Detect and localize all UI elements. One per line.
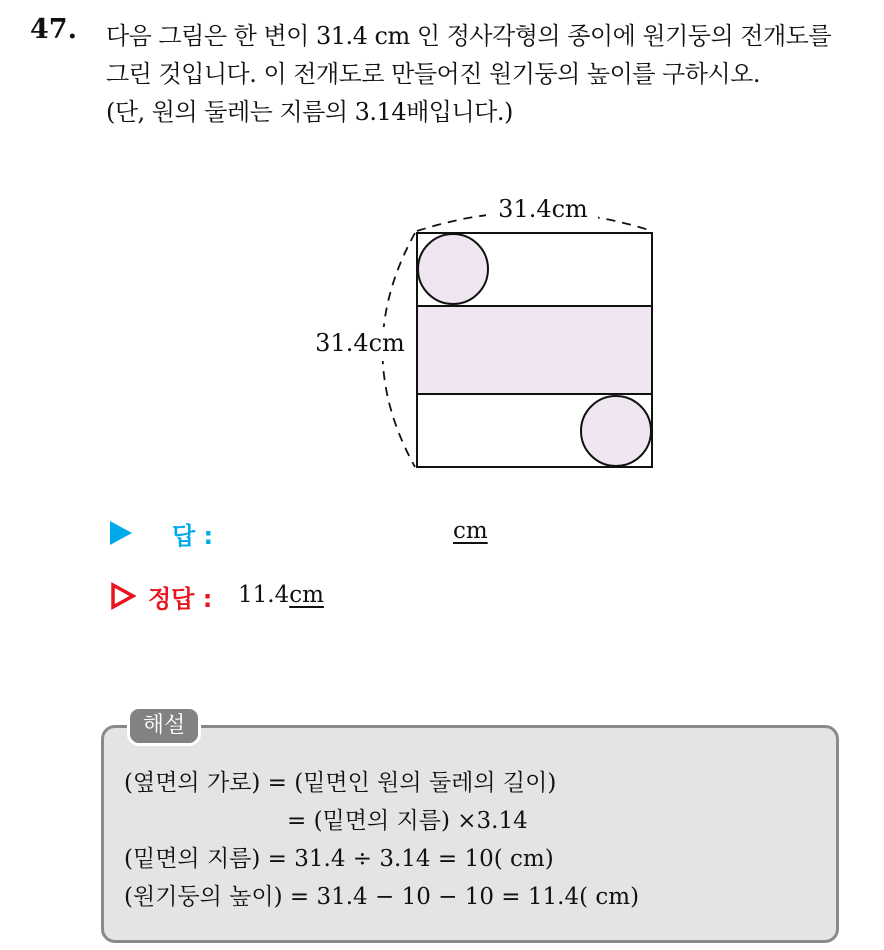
correct-answer-unit: cm [289, 582, 324, 608]
correct-answer-row [110, 578, 610, 618]
explanation-line: (밑면의 지름) = 31.4 ÷ 3.14 = 10( cm) [124, 846, 554, 872]
top-dimension-label: 31.4cm [498, 195, 588, 223]
question-text-line: (단, 원의 둘레는 지름의 3.14배입니다.) [106, 98, 513, 126]
explanation-line: = (밑면의 지름) ×3.14 [287, 808, 528, 834]
play-triangle-icon [110, 521, 132, 545]
side-rectangle [417, 306, 652, 394]
outline-triangle-icon [110, 582, 136, 610]
question-number: 47. [30, 14, 77, 45]
cylinder-net-figure [290, 185, 690, 485]
correct-answer [238, 582, 324, 608]
bottom-base-circle [581, 396, 651, 466]
answer-label: 답 : [172, 522, 214, 550]
question-text-line: 그린 것입니다. 이 전개도로 만들어진 원기둥의 높이를 구하시오. [106, 60, 760, 88]
explanation-tab: 해설 [127, 706, 201, 746]
explanation-line: (원기둥의 높이) = 31.4 − 10 − 10 = 11.4( cm) [124, 884, 640, 910]
explanation-line: (옆면의 가로) = (밑면인 원의 둘레의 길이) [124, 770, 557, 796]
answer-unit: cm [453, 518, 488, 544]
side-dimension-label: 31.4cm [315, 329, 405, 357]
correct-answer-label: 정답 : [148, 585, 213, 613]
top-base-circle [418, 234, 488, 304]
answer-row [110, 516, 610, 552]
question-text-line: 다음 그림은 한 변이 31.4 cm 인 정사각형의 종이에 원기둥의 전개도를 [106, 22, 832, 50]
correct-answer-value: 11.4 [238, 582, 290, 608]
